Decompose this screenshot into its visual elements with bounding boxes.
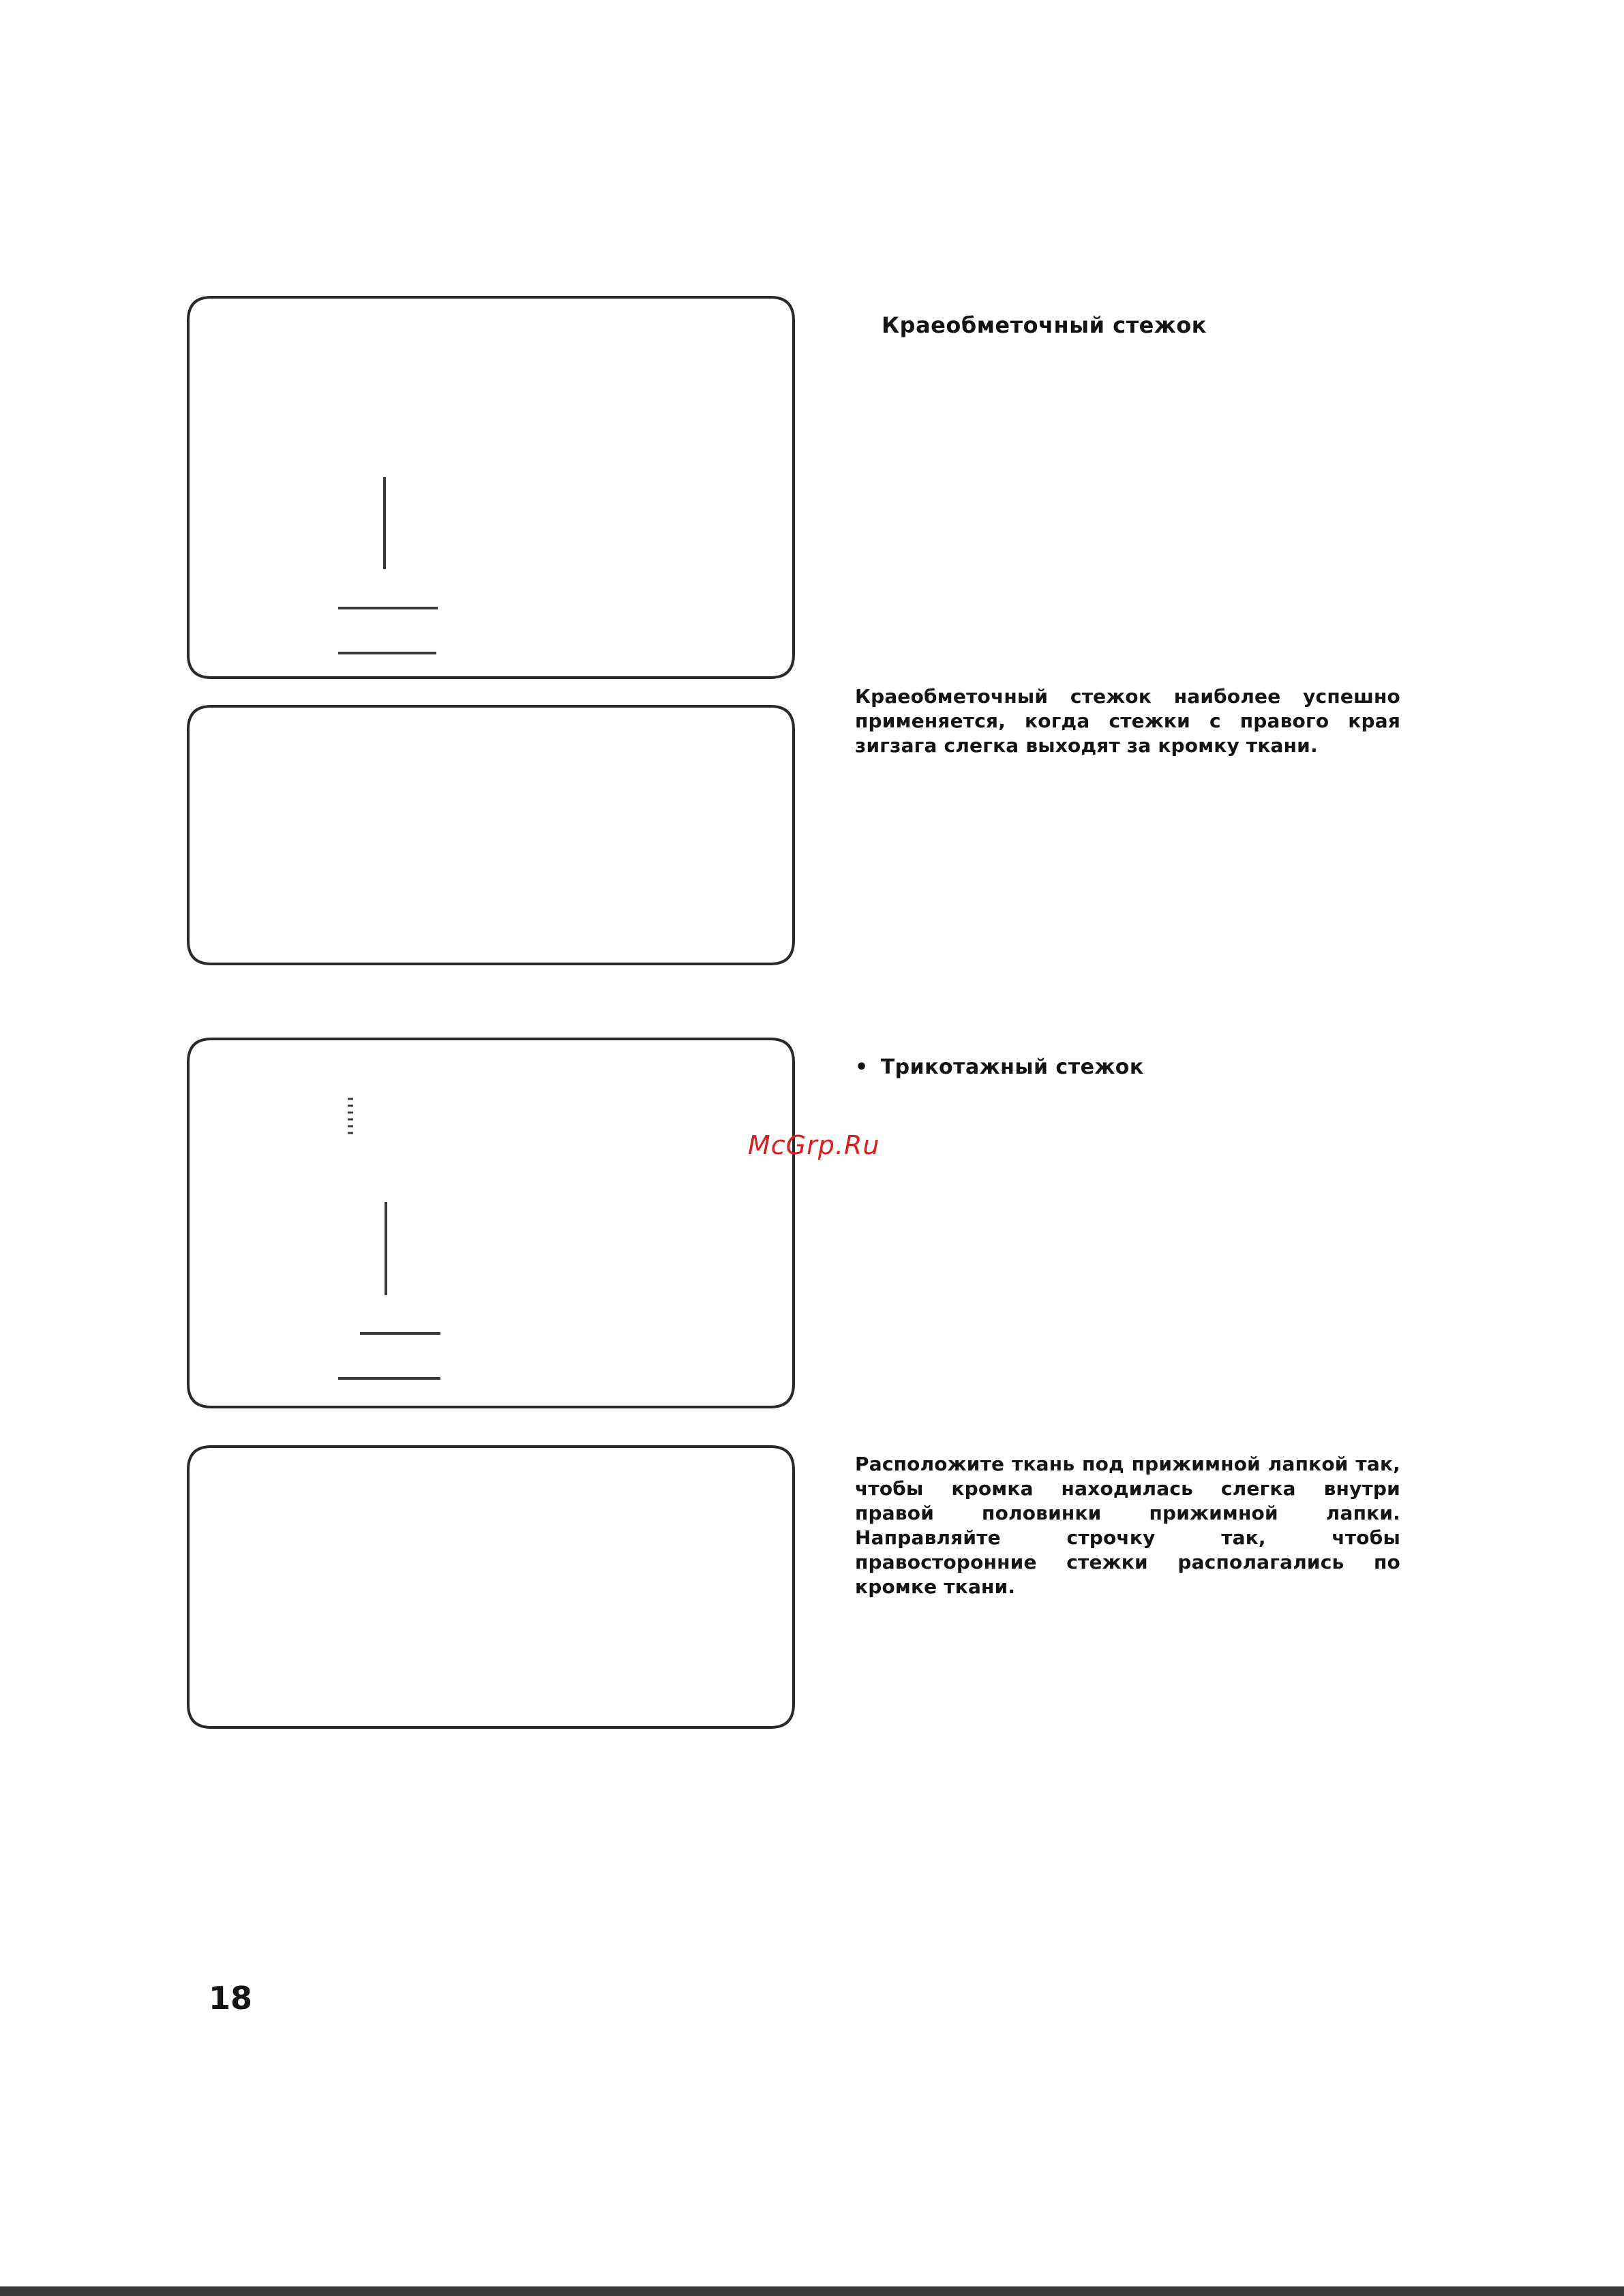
watermark: McGrp.Ru (748, 1130, 880, 1160)
illustration-frame-1 (184, 293, 798, 682)
illustration-frame-4 (184, 1442, 798, 1732)
scan-edge (0, 2286, 1624, 2296)
bullet-icon: • (855, 1055, 869, 1079)
knit-stitch-heading (855, 1055, 1144, 1079)
overlock-stitch-description: Краеобметочный стежок наиболее успешно применяется, когда стежки с правого края зигзага слегка выходят за кромку ткани. (855, 685, 1400, 757)
knit-stitch-title: Трикотажный стежок (880, 1055, 1144, 1079)
knit-stitch-mark (348, 1099, 353, 1133)
illustration-frame-3 (184, 1035, 798, 1411)
overlock-stitch-heading: Краеобметочный стежок (882, 312, 1207, 338)
page-number: 18 (209, 1980, 253, 2016)
knit-stitch-description: Расположите ткань под прижимной лапкой так, чтобы кромка находилась слегка внутри правой половинки прижимной лапки. Направляйте строчку так, чтобы правосторонние стежки располагались по кромке ткани. (855, 1453, 1400, 1598)
illustration-frame-2 (184, 702, 798, 968)
